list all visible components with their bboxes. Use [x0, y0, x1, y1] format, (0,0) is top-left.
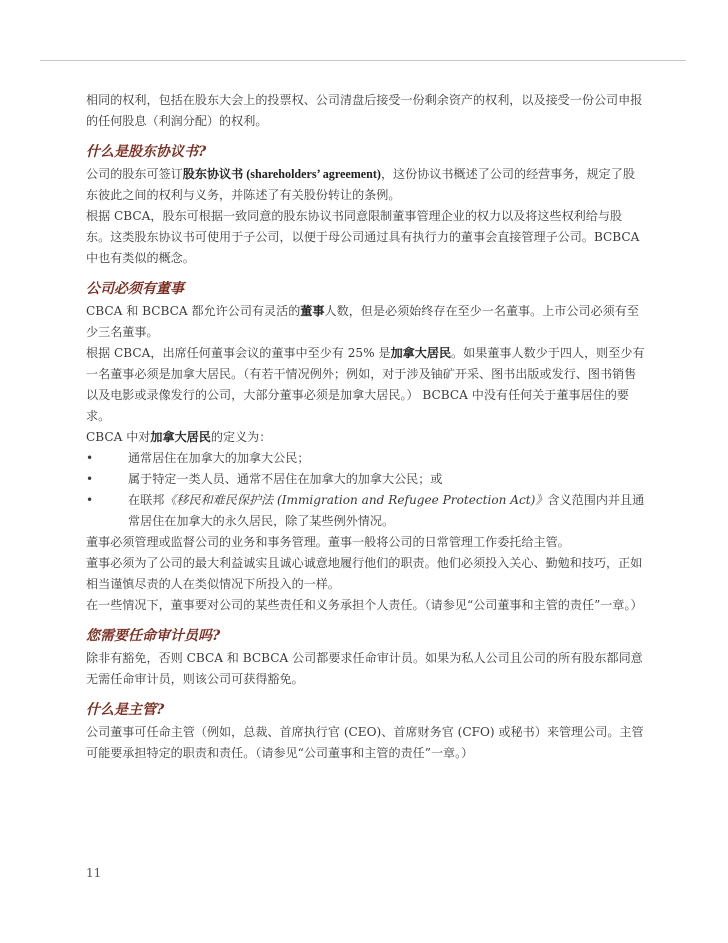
list-item: [86, 448, 646, 469]
officers-paragraph: 公司董事可任命主管（例如，总裁、首席执行官 (CEO)、首席财务官 (CFO) 或秘书）来管理公司。主管可能要承担特定的职责和责任。（请参见“公司董事和主管的责任”一章。）: [86, 725, 644, 760]
heading-auditor: 您需要任命审计员吗?: [86, 628, 221, 644]
residency-paragraph: [86, 343, 646, 427]
law-title: 《移民和难民保护法 (Immigration and Refugee Protection Act)》: [164, 493, 548, 507]
term-shareholders-agreement: 股东协议书: [182, 167, 244, 181]
directors-number-paragraph: [86, 301, 646, 343]
term-english: (shareholders’ agreement): [243, 167, 381, 181]
term-canadian-resident: 加拿大居民: [390, 346, 452, 360]
heading-shareholders-agreement: 什么是股东协议书?: [86, 144, 207, 160]
shareholders-agreement-paragraph: [86, 164, 646, 206]
bullet-icon: •: [86, 493, 94, 507]
intro-paragraph: 相同的权利，包括在股东大会上的投票权、公司清盘后接受一份剩余资产的权利，以及接受一份公司申报的任何股息（利润分配）的权利。: [86, 93, 643, 128]
text-run: 人数，但是必须始终存在至少一名董事。上市公司必须有至少三名董事。: [86, 304, 639, 339]
liability-paragraph: 在一些情况下，董事要对公司的某些责任和义务承担个人责任。（请参见“公司董事和主管的责任”一章。）: [86, 598, 643, 612]
text-run: 。如果董事人数少于四人，则至少有一名董事必须是加拿大居民。（有若干情况例外；例如，对于涉及铀矿开采、图书出版或发行、图书销售以及电影或录像发行的公司，大部分董事必须是加拿大居民。） BCBCA 中没有任何关于董事居住的要求。: [86, 346, 645, 423]
text-run: CBCA 中对: [86, 430, 151, 444]
text-run: CBCA 和 BCBCA 都允许公司有灵活的: [86, 304, 301, 318]
header-rule: [40, 60, 686, 61]
text-run: 根据 CBCA，出席任何董事会议的董事中至少有 25% 是: [86, 346, 391, 360]
page-number: 11: [86, 866, 102, 880]
page-content: [86, 90, 646, 764]
heading-officers: 什么是主管?: [86, 702, 165, 718]
text-run: 的定义为：: [210, 430, 272, 444]
bullet-icon: •: [86, 472, 94, 486]
list-item-text: 属于特定一类人员、通常不居住在加拿大的加拿大公民；或: [128, 472, 443, 486]
heading-directors: 公司必须有董事: [86, 281, 184, 297]
term-canadian-resident: 加拿大居民: [150, 430, 211, 444]
bullet-icon: •: [86, 451, 94, 465]
management-paragraph: 董事必须管理或监督公司的业务和事务管理。董事一般将公司的日常管理工作委托给主管。: [86, 535, 570, 549]
auditor-paragraph: 除非有豁免，否则 CBCA 和 BCBCA 公司都要求任命审计员。如果为私人公司且公司的所有股东都同意无需任命审计员，则该公司可获得豁免。: [86, 651, 643, 686]
list-item-text: 通常居住在加拿大的加拿大公民；: [128, 451, 310, 465]
text-run: 公司的股东可签订: [86, 167, 183, 181]
term-directors: 董事: [300, 304, 325, 318]
definition-paragraph: [86, 427, 646, 448]
cbca-agreement-paragraph: 根据 CBCA，股东可根据一致同意的股东协议书同意限制董事管理企业的权力以及将这些权利给与股东。这类股东协议书可使用于子公司，以便于母公司通过具有执行力的董事会直接管理子公司。BCBCA 中也有类似的概念。: [86, 209, 640, 265]
list-item: [86, 469, 646, 490]
duty-paragraph: 董事必须为了公司的最大利益诚实且诚心诚意地履行他们的职责。他们必须投入关心、勤勉和技巧，正如相当谨慎尽责的人在类似情况下所投入的一样。: [86, 556, 643, 591]
list-item-text: 含义范围内并且通常居住在加拿大的永久居民，除了某些例外情况。: [128, 493, 645, 528]
list-item-text: 在联邦: [128, 493, 165, 507]
text-run: ，这份协议书概述了公司的经营事务，规定了股东彼此之间的权利与义务，并陈述了有关股份转让的条例。: [86, 167, 635, 202]
list-item: [86, 490, 646, 532]
